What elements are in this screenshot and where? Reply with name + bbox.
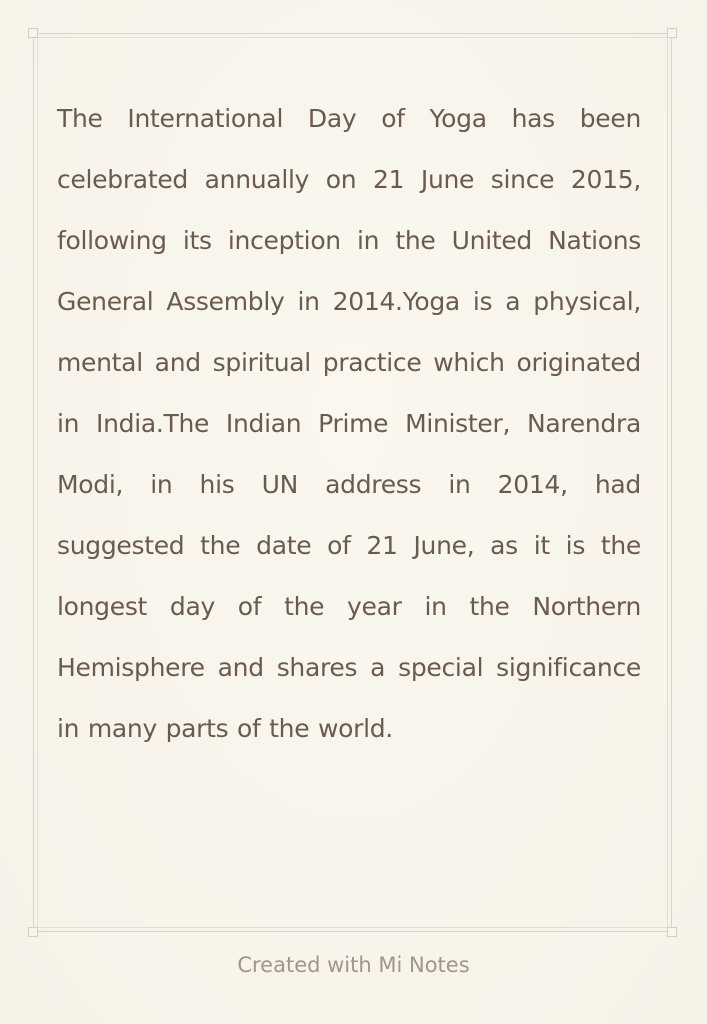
frame-corner-ornament bbox=[28, 28, 38, 38]
footer-credit: Created with Mi Notes bbox=[237, 953, 470, 977]
note-body-text: The International Day of Yoga has been celebrated annually on 21 June since 2015, following its inception in the United Nations General Assembly in 2014.Yoga is a physical, mental and spiritual practice which originated in India.The Indian Prime Minister, Narendra Modi, in his UN address in 2014, had suggested the date of 21 June, as it is the longest day of the year in the Northern Hemisphere and shares a special significance in many parts of the world. bbox=[57, 104, 641, 743]
frame-corner-ornament bbox=[667, 927, 677, 937]
frame-corner-ornament bbox=[667, 28, 677, 38]
frame-corner-ornament bbox=[28, 927, 38, 937]
